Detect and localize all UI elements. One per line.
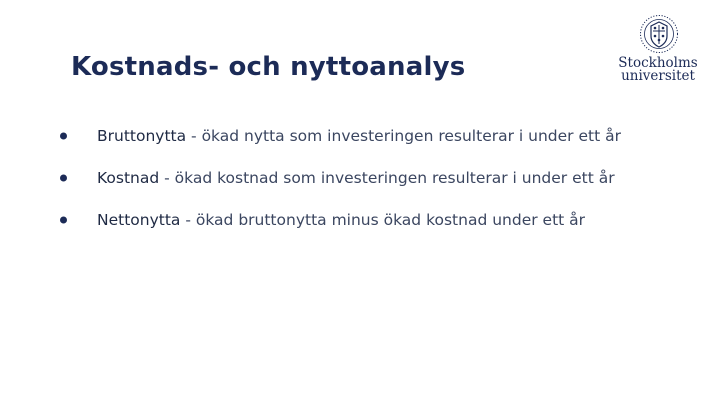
logo-text-line1: Stockholms [618, 55, 698, 71]
logo-text-line2: universitet [621, 68, 695, 84]
bullet-description: - ökad kostnad som investeringen resulterar i under ett år [159, 169, 615, 187]
bullet-dot-icon [60, 175, 67, 182]
bullet-text [97, 169, 615, 187]
bullet-dot-icon [60, 133, 67, 140]
bullet-text [97, 211, 585, 229]
bullet-description: - ökad bruttonytta minus ökad kostnad under ett år [180, 211, 586, 229]
bullet-item [60, 157, 621, 199]
bullet-term: Nettonytta [97, 211, 181, 229]
bullet-item [60, 199, 621, 241]
bullet-term: Kostnad [97, 169, 160, 187]
bullet-list [60, 115, 621, 241]
bullet-term: Bruttonytta [97, 127, 187, 145]
university-seal-icon [639, 14, 679, 54]
bullet-text [97, 127, 621, 145]
university-logo [618, 14, 698, 86]
bullet-dot-icon [60, 217, 67, 224]
bullet-item [60, 115, 621, 157]
bullet-description: - ökad nytta som investeringen resulterar i under ett år [186, 127, 621, 145]
slide-title: Kostnads- och nyttoanalys [71, 52, 466, 82]
